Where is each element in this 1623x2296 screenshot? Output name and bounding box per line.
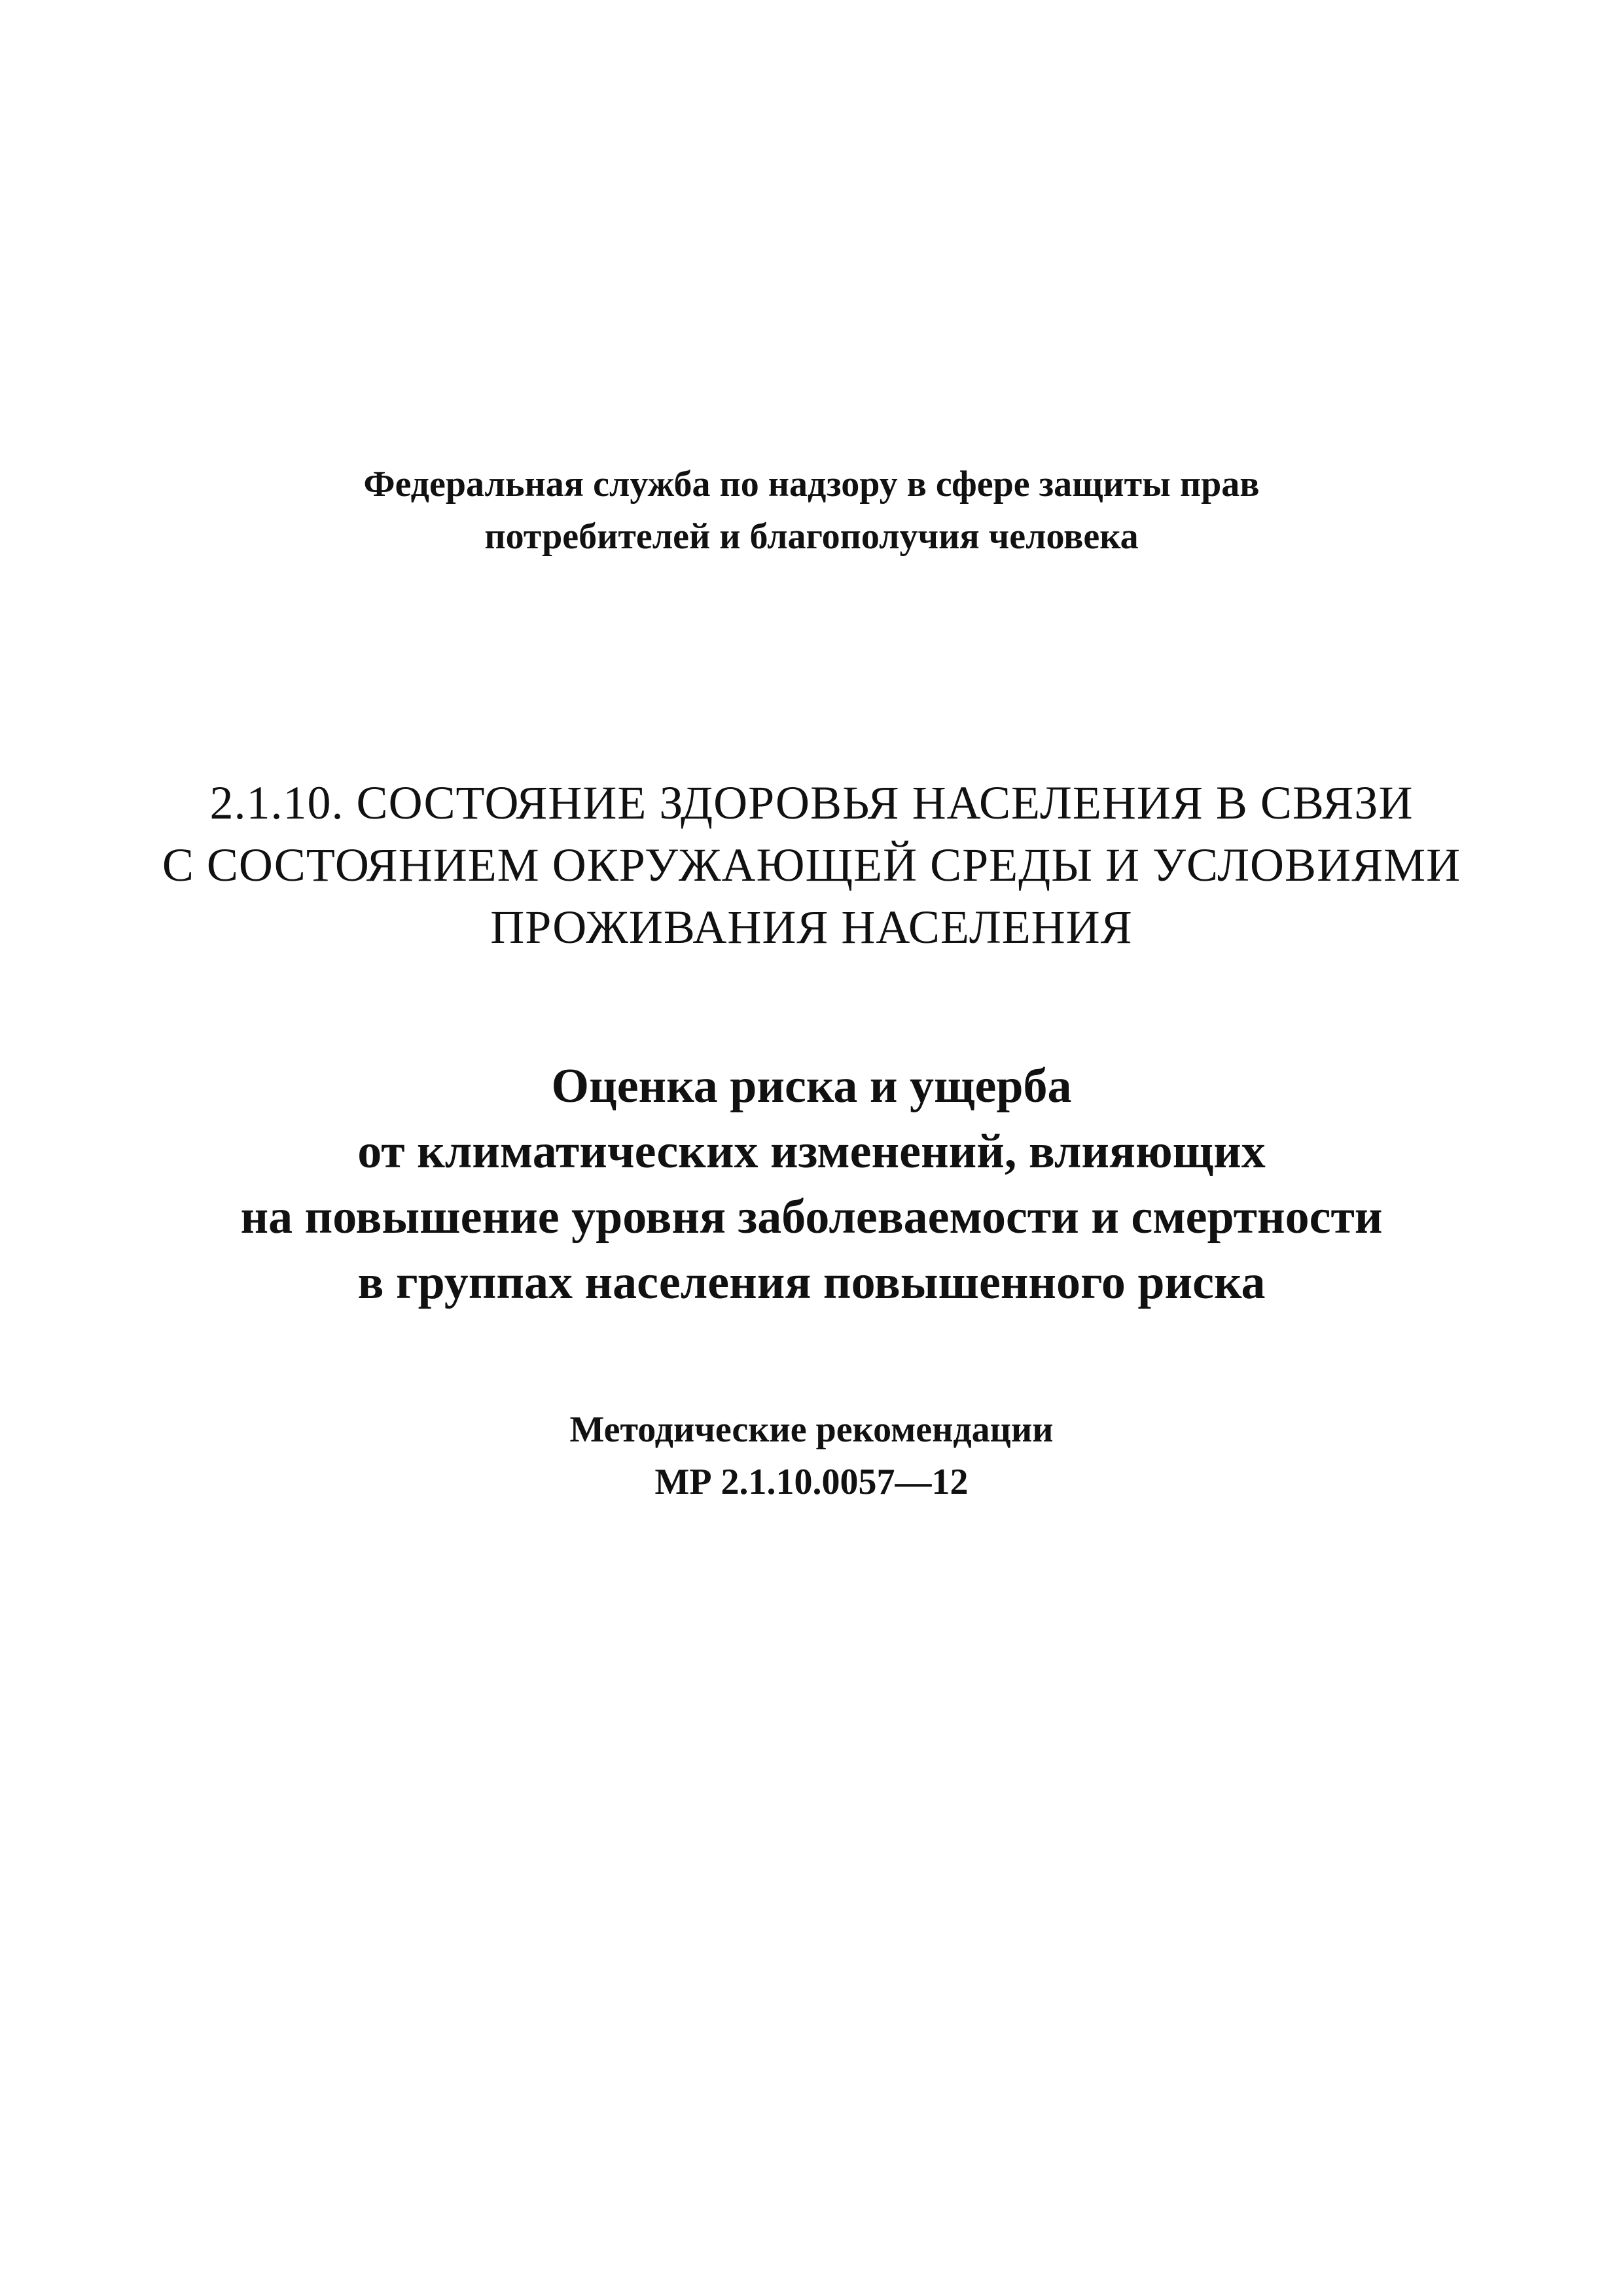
section-heading-line-3: ПРОЖИВАНИЯ НАСЕЛЕНИЯ (490, 901, 1133, 953)
agency-name-line-2: потребителей и благополучия человека (484, 516, 1139, 557)
document-title-line-4: в группах населения повышенного риска (357, 1256, 1266, 1309)
document-type (0, 1404, 1623, 1508)
document-code: МР 2.1.10.0057—12 (654, 1462, 969, 1502)
document-title-line-3: на повышение уровня заболеваемости и смертности (240, 1190, 1383, 1244)
section-heading (0, 772, 1623, 959)
agency-name (0, 458, 1623, 563)
document-title-line-1: Оценка риска и ущерба (551, 1059, 1072, 1113)
section-heading-line-2: С СОСТОЯНИЕМ ОКРУЖАЮЩЕЙ СРЕДЫ И УСЛОВИЯМИ (162, 839, 1461, 891)
agency-name-line-1: Федеральная служба по надзору в сфере защиты прав (363, 464, 1260, 504)
section-heading-line-1: 2.1.10. СОСТОЯНИЕ ЗДОРОВЬЯ НАСЕЛЕНИЯ В СВЯЗИ (209, 777, 1414, 829)
document-title (0, 1053, 1623, 1315)
document-title-line-2: от климатических изменений, влияющих (357, 1125, 1266, 1178)
document-type-label: Методические рекомендации (569, 1409, 1054, 1450)
